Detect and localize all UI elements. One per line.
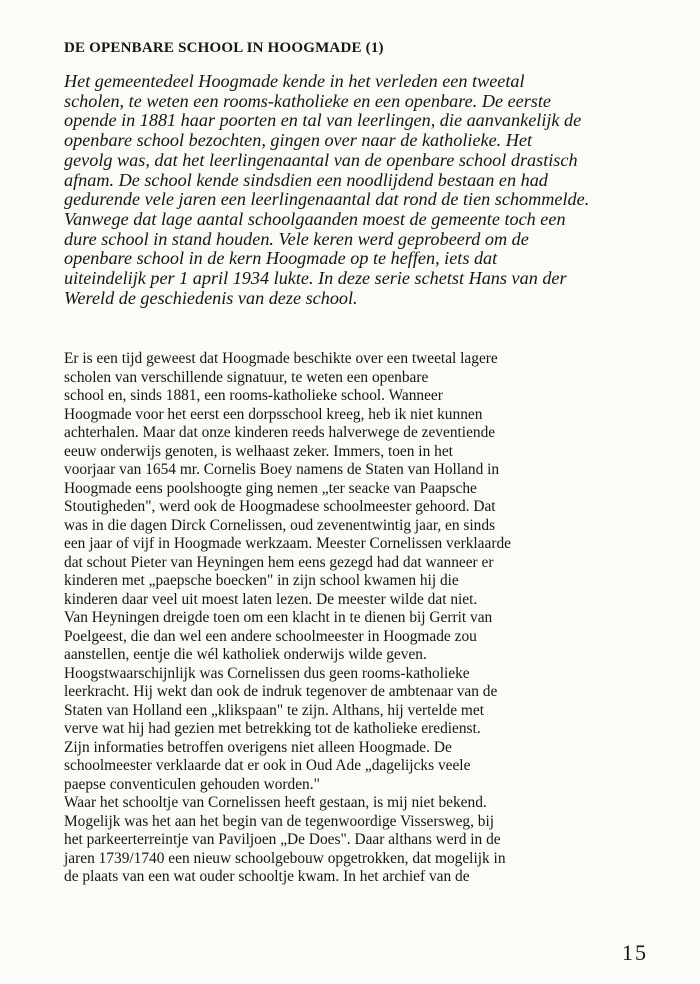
body-line: was in die dagen Dirck Cornelissen, oud zevenentwintig jaar, en sinds <box>64 516 496 534</box>
body-line: kinderen daar veel uit moest laten lezen. De meester wilde dat niet. <box>64 590 478 608</box>
intro-line: scholen, te weten een rooms-katholieke en een openbare. De eerste <box>64 90 552 111</box>
body-line: de plaats van een wat ouder schooltje kwam. In het archief van de <box>64 868 470 885</box>
body-line: jaren 1739/1740 een nieuw schoolgebouw opgetrokken, dat mogelijk in <box>64 849 506 867</box>
intro-line: gedurende vele jaren een leerlingenaantal dat rond de tien schommelde. <box>64 189 590 210</box>
body-line: kinderen met „paepsche boecken" in zijn school kwamen hij die <box>64 572 459 589</box>
intro-line: openbare school in de kern Hoogmade op te heffen, iets dat <box>64 248 498 269</box>
page-number: 15 <box>622 940 648 965</box>
intro-line: afnam. De school kende sindsdien een noodlijdend bestaan en had <box>64 169 548 190</box>
body-line: verve wat hij had gezien met betrekking tot de katholieke eredienst. <box>64 720 481 737</box>
body-line: het parkeerterreintje van Paviljoen „De Does". Daar althans werd in de <box>64 831 501 848</box>
intro-line: gevolg was, dat het leerlingenaantal van de openbare school drastisch <box>64 149 578 170</box>
intro-line: Wereld de geschiedenis van deze school. <box>64 287 358 308</box>
body-line: een jaar of vijf in Hoogmade werkzaam. Meester Cornelissen verklaarde <box>64 535 511 552</box>
intro-paragraph <box>64 72 648 308</box>
body-line: schoolmeester verklaarde dat er ook in Oud Ade „dagelijcks veele <box>64 757 471 774</box>
body-line: Hoogmade eens poolshoogte ging nemen „ter seacke van Paapsche <box>64 479 477 497</box>
body-line: Stoutigheden", werd ook de Hoogmadese schoolmeester gehoord. Dat <box>64 498 496 515</box>
body-line: school en, sinds 1881, een rooms-katholieke school. Wanneer <box>64 387 443 404</box>
body-line: leerkracht. Hij wekt dan ook de indruk tegenover de ambtenaar van de <box>64 683 498 700</box>
intro-line: uiteindelijk per 1 april 1934 lukte. In deze serie schetst Hans van der <box>64 268 567 289</box>
body-line: Hoogstwaarschijnlijk was Cornelissen dus geen rooms-katholieke <box>64 664 470 682</box>
intro-line: dure school in stand houden. Vele keren werd geprobeerd om de <box>64 228 529 249</box>
body-line: dat schout Pieter van Heyningen hem eens gezegd had dat wanneer er <box>64 553 494 571</box>
body-line: scholen van verschillende signatuur, te weten een openbare <box>64 368 429 386</box>
body-line: Zijn informaties betroffen overigens niet alleen Hoogmade. De <box>64 738 452 756</box>
body-line: achterhalen. Maar dat onze kinderen reeds halverwege de zeventiende <box>64 424 496 441</box>
body-line: voorjaar van 1654 mr. Cornelis Boey namens de Staten van Holland in <box>64 461 500 478</box>
body-line: Van Heyningen dreigde toen om een klacht in te dienen bij Gerrit van <box>64 609 493 626</box>
body-line: Hoogmade voor het eerst een dorpsschool kreeg, heb ik niet kunnen <box>64 405 483 423</box>
body-line: Staten van Holland een „klikspaan" te zijn. Althans, hij vertelde met <box>64 701 485 719</box>
body-line: Waar het schooltje van Cornelissen heeft gestaan, is mij niet bekend. <box>64 794 487 811</box>
intro-line: Vanwege dat lage aantal schoolgaanden moest de gemeente toch een <box>64 208 566 229</box>
body-line: eeuw onderwijs genoten, is welhaast zeker. Immers, toen in het <box>64 442 453 460</box>
intro-line: opende in 1881 haar poorten en tal van leerlingen, die aanvankelijk de <box>64 110 582 131</box>
body-line: Er is een tijd geweest dat Hoogmade beschikte over een tweetal lagere <box>64 350 498 367</box>
intro-line: Het gemeentedeel Hoogmade kende in het verleden een tweetal <box>64 71 525 91</box>
body-line: aanstellen, eentje die wél katholiek onderwijs wilde geven. <box>64 646 427 663</box>
body-text <box>64 350 654 887</box>
body-line: Mogelijk was het aan het begin van de tegenwoordige Vissersweg, bij <box>64 812 495 830</box>
body-line: paepse conventiculen gehouden worden." <box>64 775 320 793</box>
intro-line: openbare school bezochten, gingen over naar de katholieke. Het <box>64 130 533 151</box>
article-title: DE OPENBARE SCHOOL IN HOOGMADE (1) <box>64 40 384 56</box>
body-line: Poelgeest, die dan wel een andere schoolmeester in Hoogmade zou <box>64 627 477 645</box>
